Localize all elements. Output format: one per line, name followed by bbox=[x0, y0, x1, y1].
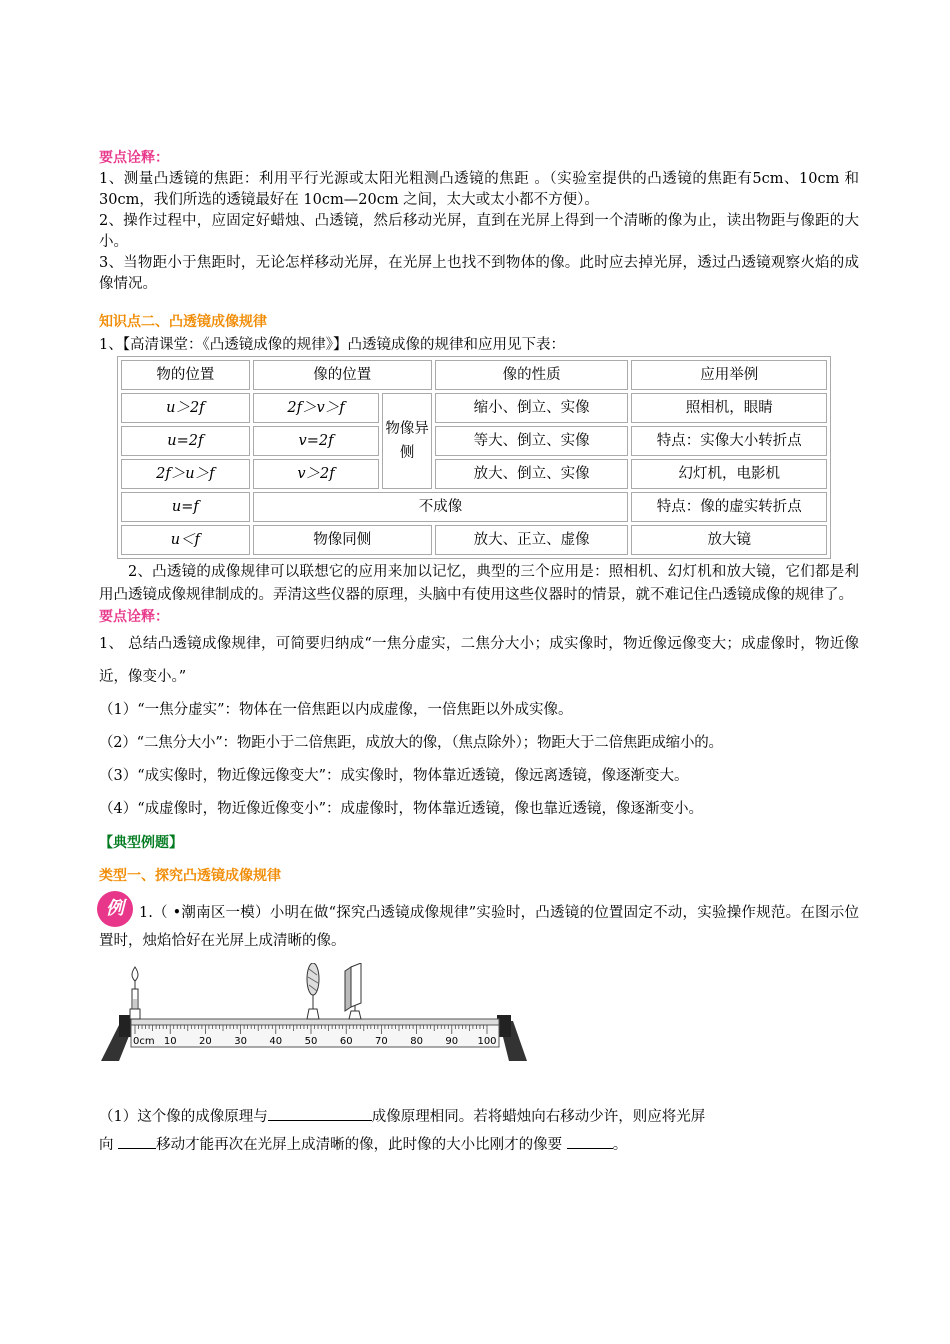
ruler-label: 40 bbox=[269, 1036, 283, 1047]
table-row bbox=[121, 525, 827, 555]
key-point-2: 2、操作过程中，应固定好蜡烛、凸透镜，然后移动光屏，直到在光屏上得到一个清晰的像为止，读出物距与像距的大小。 bbox=[99, 213, 859, 250]
cell-application: 放大镜 bbox=[631, 525, 827, 555]
sub-question-text: 移动才能再次在光屏上成清晰的像，此时像的大小比刚才的像要 bbox=[156, 1137, 567, 1153]
summary-point-1: （1）“一焦分虚实”：物体在一倍焦距以内成虚像，一倍焦距以外成实像。 bbox=[99, 702, 573, 718]
summary-point-3: （3）“成实像时，物近像远像变大”：成实像时，物体靠近透镜，像远离透镜，像逐渐变大。 bbox=[99, 768, 689, 784]
cell-image: 2f＞v＞f bbox=[253, 393, 380, 423]
light-screen-icon bbox=[345, 963, 361, 1019]
ruler-label: 80 bbox=[410, 1036, 423, 1047]
header-application: 应用举例 bbox=[631, 360, 827, 390]
question-text: 1.（ •潮南区一模）小明在做“探究凸透镜成像规律”实验时，凸透镜的位置固定不动，实验操作规范。在图示位置时，烛焰恰好在光屏上成清晰的像。 bbox=[99, 905, 859, 949]
table-row bbox=[121, 393, 827, 423]
optical-bench-diagram bbox=[99, 963, 529, 1075]
summary-point-2: （2）“二焦分大小”：物距小于二倍焦距，成放大的像，（焦点除外）；物距大于二倍焦距成缩小的。 bbox=[99, 735, 723, 751]
cell-application: 幻灯机，电影机 bbox=[631, 459, 827, 489]
ruler-label: 70 bbox=[375, 1036, 388, 1047]
example-question bbox=[99, 895, 859, 955]
header-object-position: 物的位置 bbox=[121, 360, 250, 390]
ruler-label: 60 bbox=[339, 1036, 353, 1047]
sub-question-text: 向 bbox=[99, 1137, 119, 1153]
typical-examples-heading: 【典型例题】 bbox=[99, 835, 183, 851]
ruler-label: 30 bbox=[234, 1036, 247, 1047]
table-row bbox=[121, 459, 827, 489]
convex-lens-icon bbox=[307, 963, 319, 1019]
cell-image: v=2f bbox=[253, 426, 380, 456]
cell-object: u＞2f bbox=[121, 393, 250, 423]
ruler-label: 0cm bbox=[133, 1036, 155, 1047]
cell-object: 2f＞u＞f bbox=[121, 459, 250, 489]
ruler-label: 10 bbox=[163, 1036, 177, 1047]
cell-application: 特点：像的虚实转折点 bbox=[631, 492, 827, 522]
document-page bbox=[99, 148, 859, 1159]
ruler-label: 100 bbox=[477, 1036, 497, 1047]
answer-blank-1[interactable] bbox=[268, 1106, 372, 1121]
table-intro: 1、【高清课堂：《凸透镜成像的规律》】凸透镜成像的规律和应用见下表： bbox=[99, 337, 565, 353]
cell-nature: 等大、倒立、实像 bbox=[435, 426, 629, 456]
candle-icon bbox=[130, 967, 140, 1019]
cell-object: u＜f bbox=[121, 525, 250, 555]
memory-paragraph: 2、凸透镜的成像规律可以联想它的应用来加以记忆，典型的三个应用是：照相机、幻灯机和放大镜，它们都是利用凸透镜成像规律制成的。弄清这些仪器的原理，头脑中有使用这些仪器时的情景，就不难记住凸透镜成像的规律了。 bbox=[99, 564, 859, 603]
imaging-rules-table bbox=[117, 356, 831, 559]
key-points-heading: 要点诠释： bbox=[99, 150, 169, 166]
cell-image: v＞2f bbox=[253, 459, 380, 489]
ruler-label: 90 bbox=[445, 1036, 459, 1047]
answer-blank-2[interactable] bbox=[118, 1134, 156, 1149]
cell-object: u=f bbox=[121, 492, 250, 522]
table-row bbox=[121, 492, 827, 522]
sub-question-1 bbox=[99, 1103, 859, 1159]
header-image-nature: 像的性质 bbox=[435, 360, 629, 390]
cell-nature: 缩小、倒立、实像 bbox=[435, 393, 629, 423]
table-row bbox=[121, 426, 827, 456]
summary-point-4: （4）“成虚像时，物近像近像变小”：成虚像时，物体靠近透镜，像也靠近透镜，像逐渐变小。 bbox=[99, 801, 704, 817]
sub-question-text: （1）这个像的成像原理与 bbox=[99, 1109, 268, 1125]
cell-merged: 不成像 bbox=[253, 492, 629, 522]
cell-object: u=2f bbox=[121, 426, 250, 456]
cell-nature: 放大、倒立、实像 bbox=[435, 459, 629, 489]
header-image-position: 像的位置 bbox=[253, 360, 432, 390]
ruler-label: 50 bbox=[304, 1036, 318, 1047]
type-one-heading: 类型一、探究凸透镜成像规律 bbox=[99, 868, 281, 884]
summary-note: 1、 总结凸透镜成像规律，可简要归纳成“一焦分虚实，二焦分大小；成实像时，物近像远像变大；成虚像时，物近像近，像变小。” bbox=[99, 636, 859, 685]
sub-question-text: 成像原理相同。若将蜡烛向右移动少许，则应将光屏 bbox=[371, 1109, 706, 1125]
cell-side-note: 物像异侧 bbox=[382, 393, 432, 489]
answer-blank-3[interactable] bbox=[567, 1134, 613, 1149]
knowledge-point-heading: 知识点二、凸透镜成像规律 bbox=[99, 314, 267, 330]
sub-question-text: 。 bbox=[612, 1137, 628, 1153]
key-point-1: 1、测量凸透镜的焦距：利用平行光源或太阳光粗测凸透镜的焦距 。（实验室提供的凸透镜的焦距有5cm、10cm 和 30cm，我们所选的透镜最好在 10cm—20cm 之间，太大或太小都不方便）。 bbox=[99, 171, 859, 208]
key-point-3: 3、当物距小于焦距时，无论怎样移动光屏，在光屏上也找不到物体的像。此时应去掉光屏，透过凸透镜观察火焰的成像情况。 bbox=[99, 255, 859, 292]
example-badge-icon: 例 bbox=[97, 891, 133, 927]
cell-application: 特点：实像大小转折点 bbox=[631, 426, 827, 456]
table-header-row bbox=[121, 360, 827, 390]
ruler-label: 20 bbox=[199, 1036, 212, 1047]
cell-image: 物像同侧 bbox=[253, 525, 432, 555]
key-points-heading-2: 要点诠释： bbox=[99, 609, 169, 625]
bench-rail bbox=[131, 1019, 499, 1025]
cell-application: 照相机，眼睛 bbox=[631, 393, 827, 423]
cell-nature: 放大、正立、虚像 bbox=[435, 525, 629, 555]
